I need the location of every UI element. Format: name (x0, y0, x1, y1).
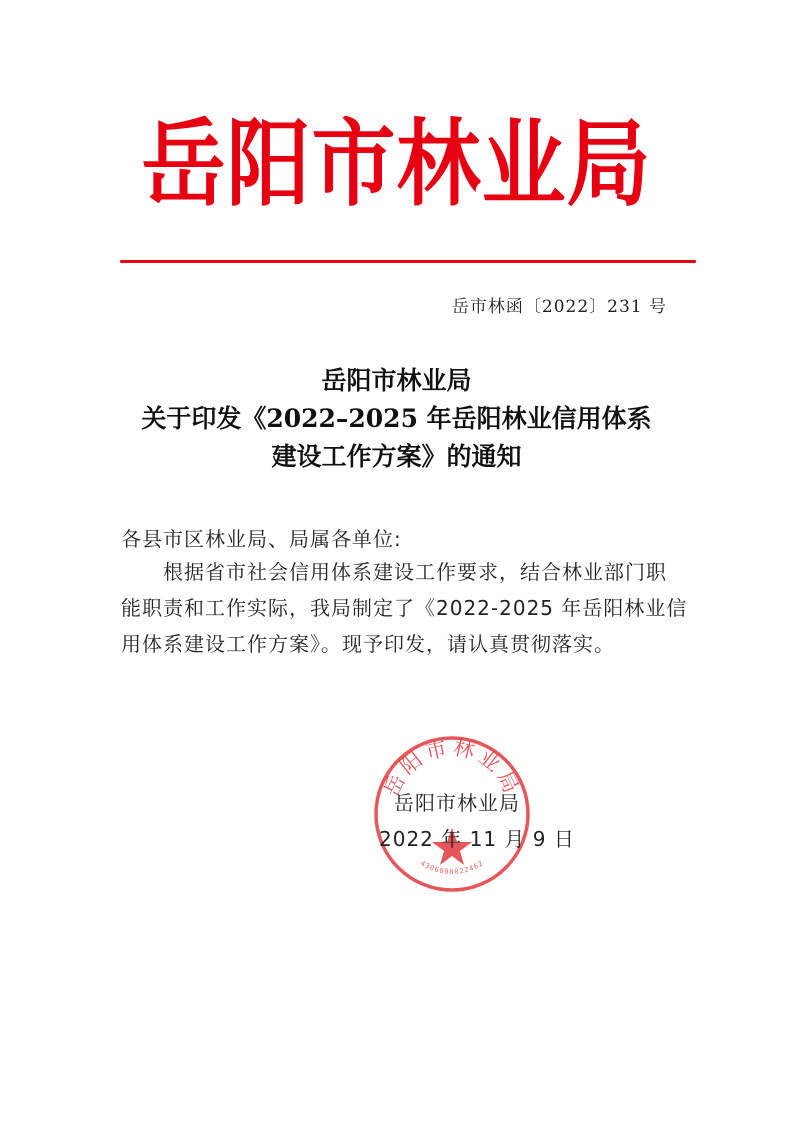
seal-arc-text: 岳阳市林业局 (379, 735, 525, 801)
notice-title (0, 362, 793, 476)
agency-header: 岳阳市林业局 (141, 108, 652, 219)
title-line-3: 建设工作方案》的通知 (271, 442, 522, 471)
body-line-2: 能职责和工作实际，我局制定了《2022-2025 年岳阳林业信 (121, 596, 688, 620)
body-line-3: 用体系建设工作方案》。现予印发，请认真贯彻落实。 (121, 632, 615, 656)
signature-organization: 岳阳市林业局 (394, 791, 520, 815)
svg-text:4306000022462 (419, 859, 485, 876)
document-number: 岳市林函〔2022〕231 号 (451, 297, 667, 317)
title-line-1: 岳阳市林业局 (321, 366, 472, 395)
salutation: 各县市区林业局、局属各单位: (121, 527, 402, 551)
body-line-1: 根据省市社会信用体系建设工作要求，结合林业部门职 (121, 560, 667, 584)
red-divider-line (120, 260, 696, 263)
seal-serial-number: 4306000022462 (418, 859, 486, 876)
title-line-2: 关于印发《2022–2025 年岳阳林业信用体系 (141, 404, 652, 433)
signature-date: 2022 年 11 月 9 日 (379, 827, 575, 851)
body-paragraph (121, 554, 688, 662)
